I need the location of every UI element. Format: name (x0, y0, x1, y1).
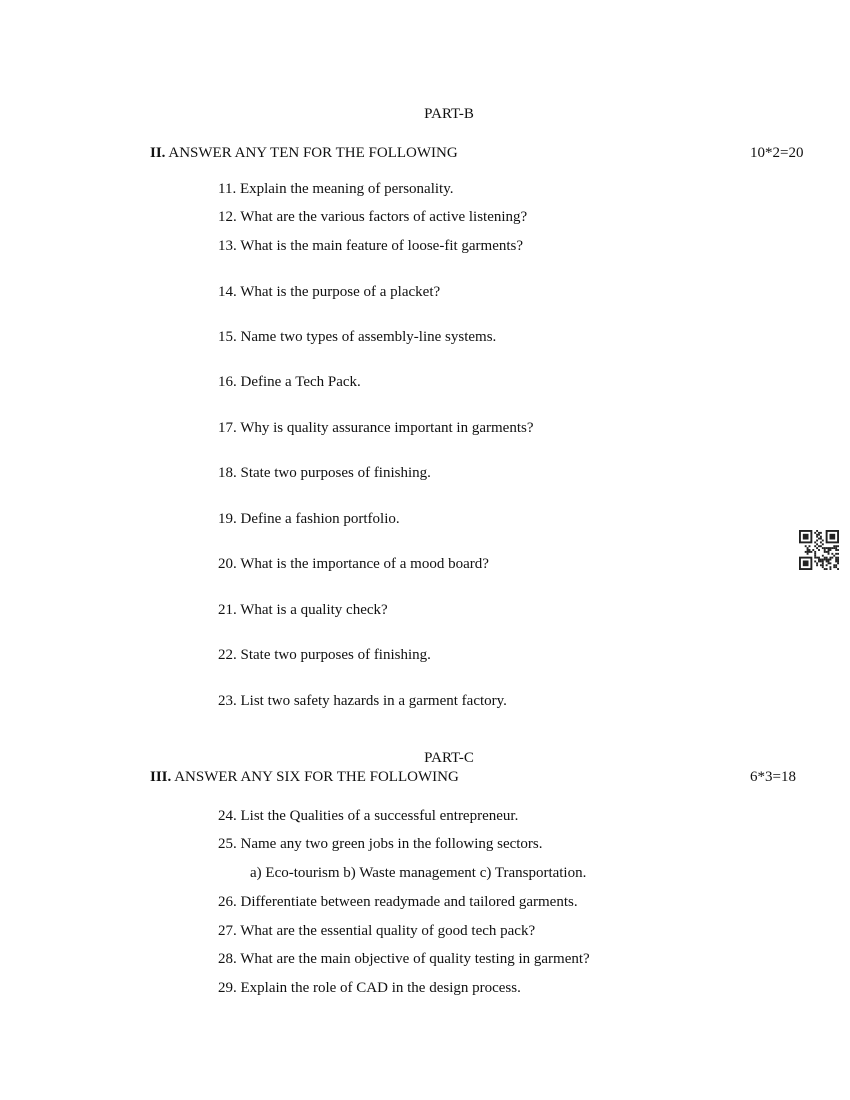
question-item: 15. Name two types of assembly-line systems. (218, 329, 497, 345)
part-c-section-heading (150, 768, 459, 786)
section-numeral: III. (150, 769, 172, 785)
question-item: 22. State two purposes of finishing. (218, 647, 431, 663)
question-item: 25. Name any two green jobs in the following sectors. (218, 836, 543, 852)
question-item: 20. What is the importance of a mood board? (218, 556, 489, 572)
part-b-marks: 10*2=20 (750, 145, 804, 161)
question-item: 24. List the Qualities of a successful entrepreneur. (218, 808, 519, 824)
question-item: 11. Explain the meaning of personality. (218, 181, 454, 197)
question-item: 29. Explain the role of CAD in the design process. (218, 980, 521, 996)
qr-code-image (798, 530, 840, 570)
question-item: 17. Why is quality assurance important in garments? (218, 420, 534, 436)
question-item: 19. Define a fashion portfolio. (218, 511, 400, 527)
part-c-title: PART-C (424, 750, 474, 766)
question-item: 23. List two safety hazards in a garment factory. (218, 693, 507, 709)
section-instruction: ANSWER ANY TEN FOR THE FOLLOWING (168, 145, 458, 161)
part-b-title: PART-B (424, 106, 474, 122)
question-item: 21. What is a quality check? (218, 602, 388, 618)
part-b-section-heading (150, 144, 458, 162)
section-numeral: II. (150, 145, 166, 161)
section-instruction: ANSWER ANY SIX FOR THE FOLLOWING (174, 769, 459, 785)
question-item: 27. What are the essential quality of good tech pack? (218, 923, 536, 939)
question-item: 13. What is the main feature of loose-fit garments? (218, 238, 524, 254)
part-c-marks: 6*3=18 (750, 769, 796, 785)
question-item: 14. What is the purpose of a placket? (218, 284, 441, 300)
question-item: 26. Differentiate between readymade and tailored garments. (218, 894, 578, 910)
question-item: 16. Define a Tech Pack. (218, 374, 361, 390)
question-item: 28. What are the main objective of quality testing in garment? (218, 951, 590, 967)
question-sub-item: a) Eco-tourism b) Waste management c) Transportation. (250, 865, 587, 881)
question-item: 12. What are the various factors of active listening? (218, 209, 528, 225)
question-item: 18. State two purposes of finishing. (218, 465, 431, 481)
